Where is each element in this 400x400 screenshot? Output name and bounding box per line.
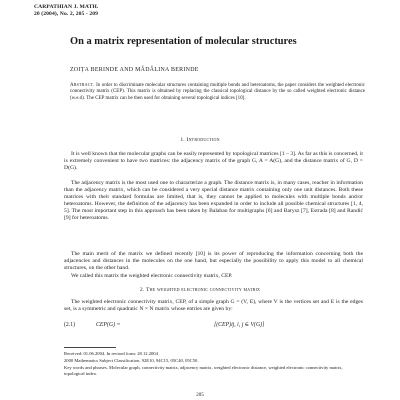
section-title: Introduction [186, 137, 220, 143]
section-number: 2. [139, 287, 145, 293]
equation-rhs: [(CEP)ij, i, j ∈ V(G)] [214, 322, 265, 328]
journal-header [34, 4, 98, 17]
paper-authors: ZOIȚA BERINDE AND MĂDĂLINA BERINDE [70, 67, 199, 73]
paragraph-definition: The weighted electronic connectivity matrix, CEP, of a simple graph G = (V, E), where V is the vertices set and E is the edges set, is a symmetric and quadratic N × N matrix whose entries are given by: [64, 299, 363, 313]
section-number: 1. [180, 137, 185, 143]
footnote-received: Received: 01.06.2004. In revised form: 28.12.2004 [64, 351, 158, 356]
page-number: 205 [196, 393, 204, 398]
footnote-keywords: Key words and phrases. Molecular graph, connectivity matrix, adjacency matrix, weighted electronic distance, weighted electronic connectivity matrix, topological index. [64, 365, 343, 376]
paragraph-intro-4: We called this matrix the weighted electronic connectivity matrix, CEP. [71, 273, 233, 279]
abstract [70, 83, 365, 102]
journal-issue: 20 (2004), No. 2, 205 - 209 [34, 10, 99, 17]
footnote-msc: 2000 Mathematics Subject Classification. 92E10, 94C15, 05C40, 05C50. [64, 358, 199, 363]
paragraph-intro-1: It is well known that the molecular graphs can be easily represented by topological matrices [1 – 3]. As far as this is concerned, it is extremely convenient to have two matrices: the adjacency matrix of the graph G, A = A(G), and the distance matrix of G, D = D(G). [64, 151, 363, 172]
section-title: The weighted electronic connectivity matrix [146, 287, 261, 293]
paragraph-intro-3: The main merit of the matrix we defined recently [10] is its power of reproducing the information concerning both the adjacencies and distances in the molecules on the one hand, but especially the possibility to apply this model to all chemical structures, on the other hand. [64, 251, 363, 272]
paragraph-intro-2: The adjacency matrix is the most used one to characterize a graph. The distance matrix is, in many cases, reacher in information than the adjacency matrix, which can be considered a very special distance matrix containing only one unit distances. Both these matrices with their standard formulas are limited, that is, they cannot be applied to molecules with multiple bonds and/or heteroatoms. However, the definition of the adjacency has been expanded in order to include all possible chemical structures [1, 4, 5]. The most important step in this approach has been taken by Balaban for multigraphs [6] and Barysz [7], Estrada [8] and Randić [9] for heteroatoms. [64, 180, 363, 222]
journal-name: CARPATHIAN J. MATH. [34, 4, 99, 10]
section-heading-introduction [0, 137, 400, 143]
equation-number: (2.1) [64, 322, 76, 328]
equation-lhs: CEP(G) = [96, 322, 121, 328]
footnote-rule [64, 347, 116, 348]
section-heading-matrix [0, 287, 400, 293]
paper-title: On a matrix representation of molecular structures [70, 36, 297, 47]
abstract-lead: Abstract. [70, 83, 95, 88]
abstract-text: In order to discriminate molecular structures containing multiple bonds and heteroatoms, the paper considers the weighted electronic connectivity matrix (CEP). This matrix is obtained by replacing the classical topological distance by the so called weighted electronic distance (w.e.d). The CEP matrix can be then used for obtaining several topological indices [10]. [70, 83, 365, 101]
